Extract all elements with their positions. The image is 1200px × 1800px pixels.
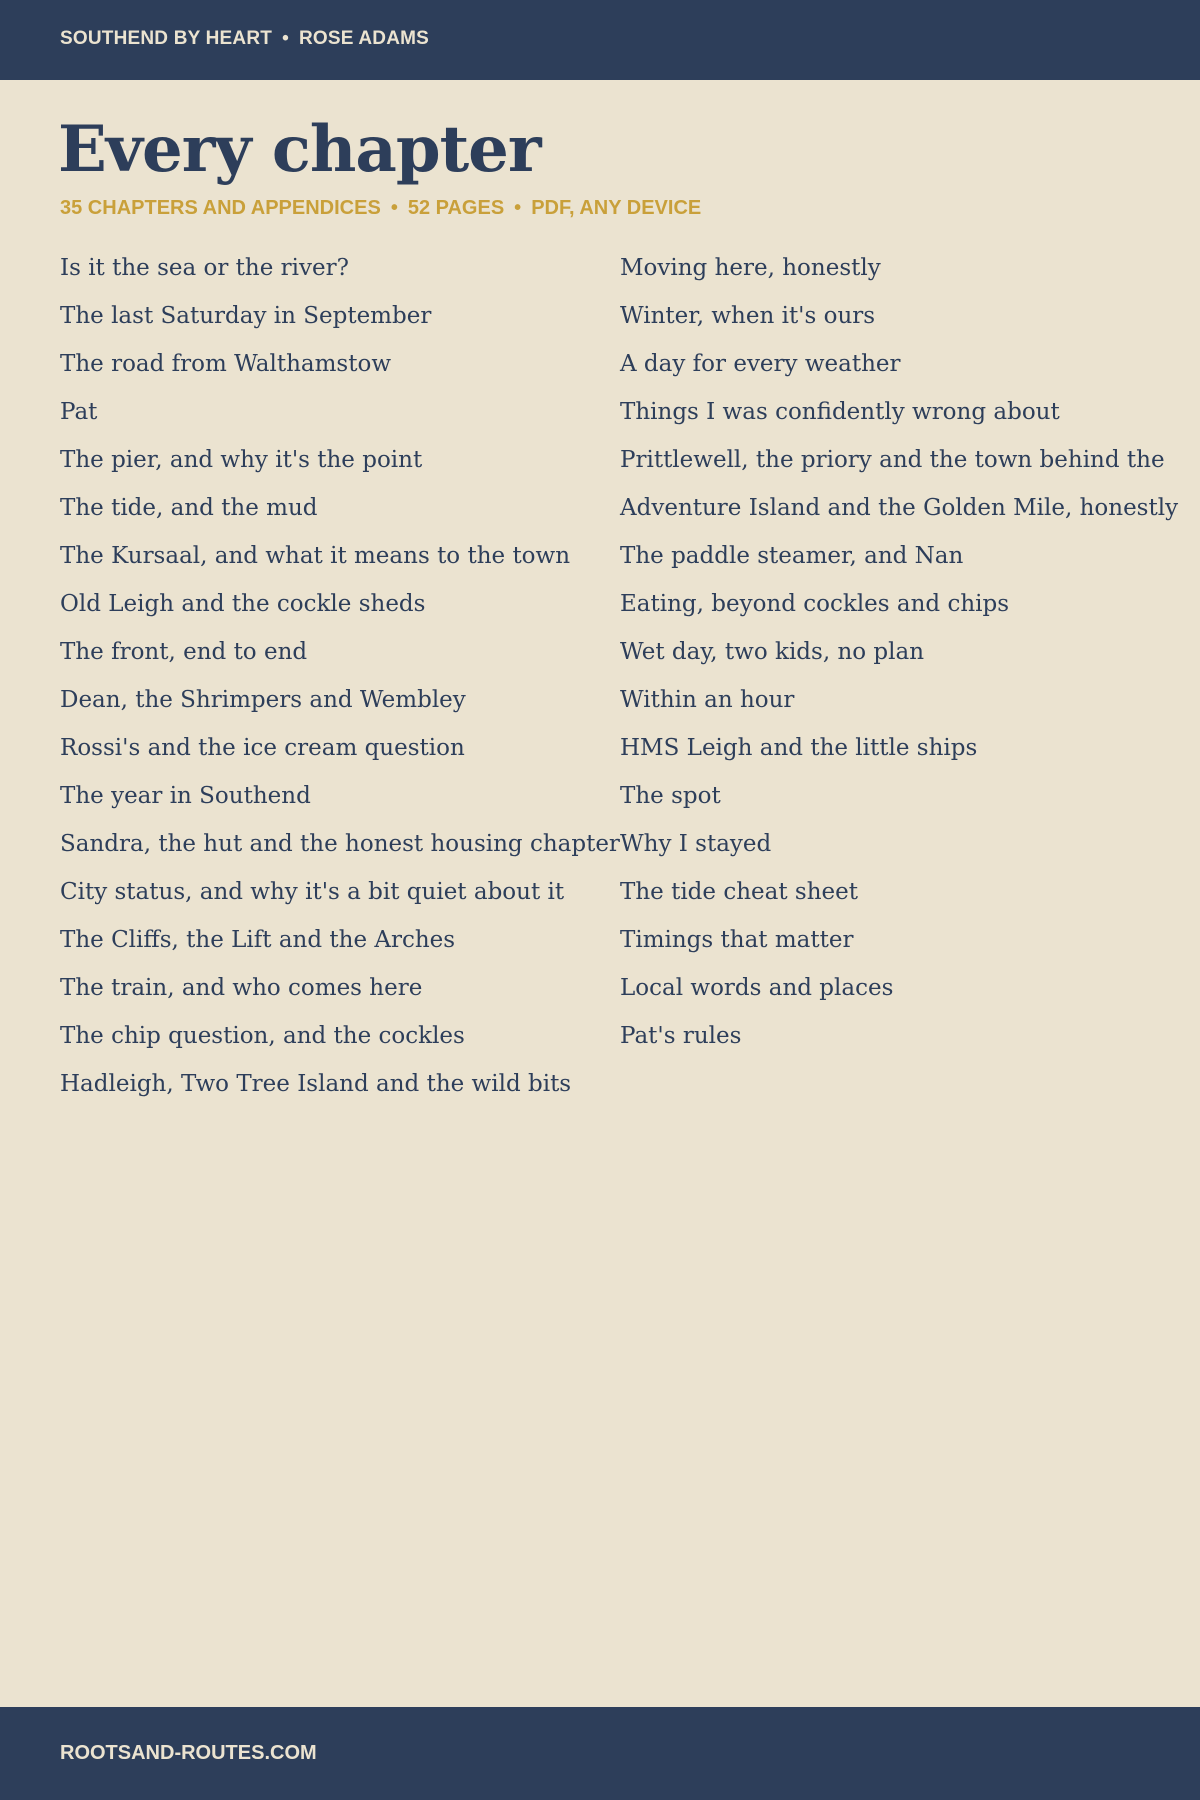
chapter-item: The tide cheat sheet <box>620 879 858 905</box>
chapter-item: HMS Leigh and the little ships <box>620 735 978 761</box>
chapter-item: Pat's rules <box>620 1023 742 1049</box>
chapter-item: The train, and who comes here <box>60 975 423 1001</box>
chapter-item: The Cliffs, the Lift and the Arches <box>60 927 456 953</box>
chapter-item: Things I was confidently wrong about <box>620 399 1060 425</box>
chapter-item: Why I stayed <box>620 831 772 857</box>
file-format: PDF, ANY DEVICE <box>531 197 702 219</box>
meta-separator: • <box>514 197 522 219</box>
page-title: Every chapter <box>58 112 541 187</box>
chapter-item: Moving here, honestly <box>620 255 881 281</box>
chapter-item: Rossi's and the ice cream question <box>60 735 465 761</box>
chapter-item: The Kursaal, and what it means to the town <box>60 543 571 569</box>
chapter-item: The last Saturday in September <box>60 303 432 329</box>
chapter-item: City status, and why it's a bit quiet about it <box>60 879 565 905</box>
website-url: ROOTSAND-ROUTES.COM <box>60 1742 317 1764</box>
chapter-item: Eating, beyond cockles and chips <box>620 591 1010 617</box>
chapter-item: The year in Southend <box>60 783 311 809</box>
bottom-bar <box>0 1707 1200 1800</box>
chapter-item: The spot <box>620 783 721 809</box>
chapter-item: The pier, and why it's the point <box>60 447 423 473</box>
chapter-count: 35 CHAPTERS AND APPENDICES <box>60 197 381 219</box>
chapter-item: Pat <box>60 399 98 425</box>
chapter-item: Hadleigh, Two Tree Island and the wild bits <box>60 1071 572 1097</box>
chapter-item: Dean, the Shrimpers and Wembley <box>60 687 466 713</box>
chapter-item: The paddle steamer, and Nan <box>620 543 964 569</box>
chapter-item: Sandra, the hut and the honest housing chapter <box>60 831 620 857</box>
chapter-list-right <box>620 248 1180 1064</box>
chapter-item: A day for every weather <box>620 351 901 377</box>
chapter-item: Timings that matter <box>620 927 854 953</box>
chapter-item: Is it the sea or the river? <box>60 255 349 281</box>
chapter-item: Winter, when it's ours <box>620 303 876 329</box>
page-count: 52 PAGES <box>407 197 505 219</box>
meta-separator: • <box>390 197 398 219</box>
book-title: SOUTHEND BY HEART <box>60 28 273 49</box>
chapter-item: The front, end to end <box>60 639 308 665</box>
chapter-list-left <box>60 248 620 1112</box>
chapter-item: Wet day, two kids, no plan <box>620 639 925 665</box>
chapter-item: Adventure Island and the Golden Mile, honestly <box>620 495 1179 521</box>
byline-separator: • <box>282 28 289 49</box>
chapter-item: Prittlewell, the priory and the town behind the <box>620 447 1165 473</box>
author-name: ROSE ADAMS <box>298 28 430 49</box>
chapter-item: The chip question, and the cockles <box>60 1023 465 1049</box>
chapter-item: Old Leigh and the cockle sheds <box>60 591 426 617</box>
book-meta <box>60 197 701 220</box>
chapter-item: The road from Walthamstow <box>60 351 392 377</box>
top-bar <box>0 0 1200 80</box>
book-byline <box>60 28 429 50</box>
chapter-item: Local words and places <box>620 975 894 1001</box>
chapter-item: Within an hour <box>620 687 795 713</box>
chapter-item: The tide, and the mud <box>60 495 318 521</box>
